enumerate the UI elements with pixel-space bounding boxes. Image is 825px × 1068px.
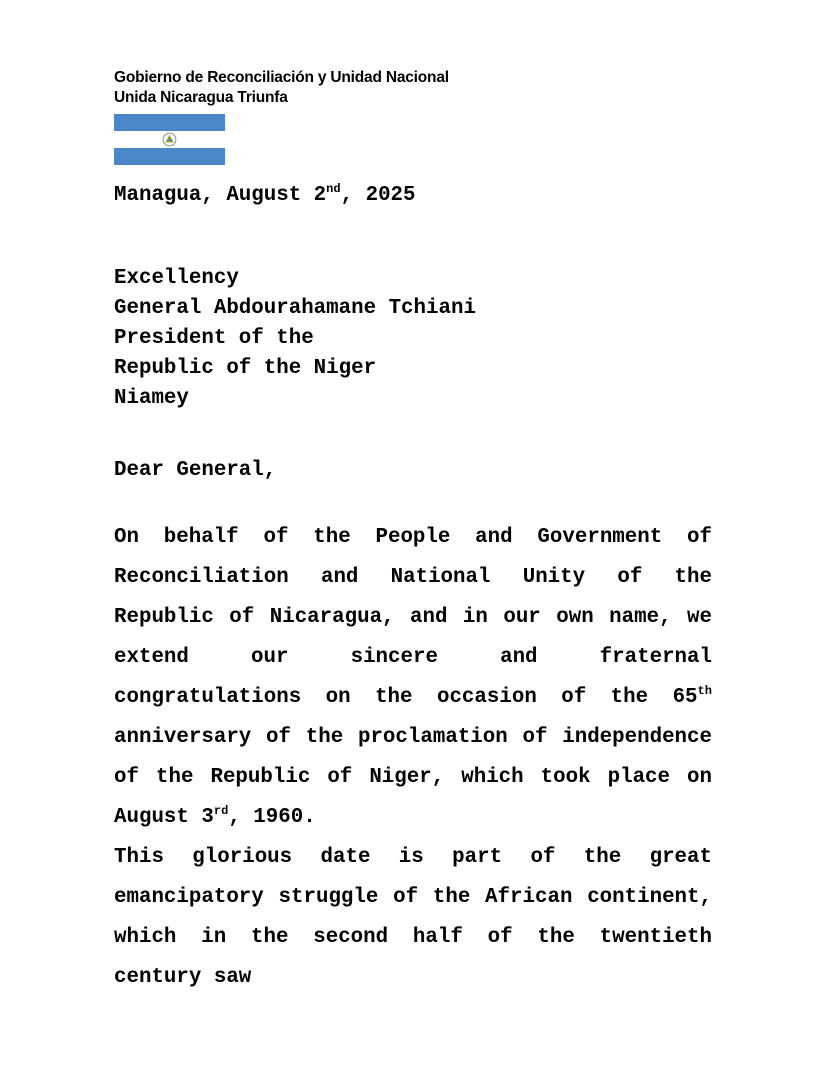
body-paragraph: This glorious date is part of the great emancipatory struggle of the African continent, which in the second half of the twentieth century saw <box>114 846 712 989</box>
letter-date: Managua, August 2nd, 2025 <box>114 182 416 207</box>
letterhead-government-name: Gobierno de Reconciliación y Unidad Nacional <box>114 69 449 86</box>
recipient-line: President of the <box>114 327 314 350</box>
recipient-line: Republic of the Niger <box>114 357 377 380</box>
flag-bottom-stripe <box>114 148 225 165</box>
nicaragua-flag-icon <box>114 114 225 165</box>
letterhead <box>114 68 449 108</box>
coat-of-arms-icon <box>162 132 177 147</box>
recipient-line: Excellency <box>114 267 239 290</box>
recipient-line: Niamey <box>114 387 189 410</box>
recipient-line: General Abdourahamane Tchiani <box>114 297 476 320</box>
recipient-address <box>114 264 712 414</box>
flag-middle-stripe <box>114 131 225 148</box>
salutation: Dear General, <box>114 459 277 482</box>
letterhead-slogan: Unida Nicaragua Triunfa <box>114 89 288 106</box>
flag-top-stripe <box>114 114 225 131</box>
body-paragraph: On behalf of the People and Government of Reconciliation and National Unity of the Republic of Nicaragua, and in our own name, we extend our sincere and fraternal congratulations on the occasion of the 65th anniversary of the proclamation of independence of the Republic of Niger, which took place on August 3rd, 1960. <box>114 526 712 829</box>
